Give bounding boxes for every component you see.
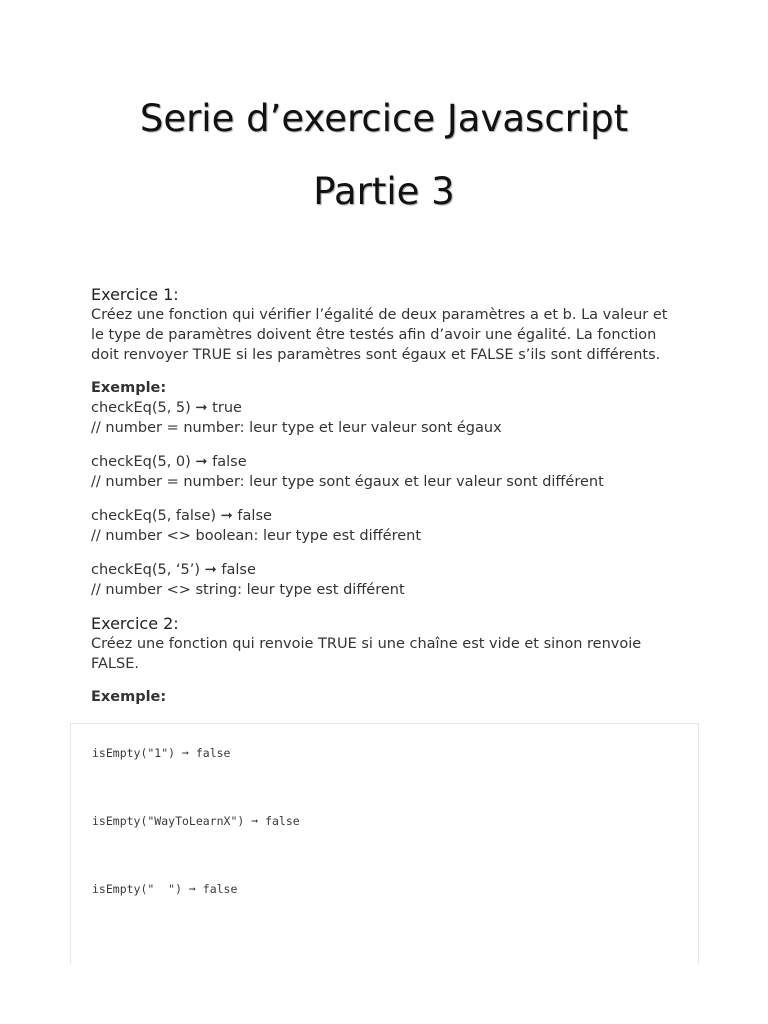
exercise-1-example-label: Exemple: [91, 380, 167, 396]
example-call: checkEq(5, false) ➞ false [91, 508, 272, 524]
exercise-2-heading: Exercice 2: [91, 614, 179, 633]
page-title: Serie d’exercice Javascript [139, 97, 629, 140]
example-call: checkEq(5, ‘5’) ➞ false [91, 562, 256, 578]
example-call: checkEq(5, 0) ➞ false [91, 454, 247, 470]
example-call: checkEq(5, 5) ➞ true [91, 400, 242, 416]
example-comment: // number = number: leur type et leur valeur sont égaux [91, 420, 502, 436]
exercise-2-example-label: Exemple: [91, 689, 167, 705]
exercise-1-heading: Exercice 1: [91, 285, 179, 304]
code-block [70, 723, 699, 964]
code-line: isEmpty("WayToLearnX") ➞ false [92, 814, 300, 828]
example-comment: // number = number: leur type sont égaux et leur valeur sont différent [91, 474, 604, 490]
code-line: isEmpty("1") ➞ false [92, 746, 231, 760]
example-comment: // number <> string: leur type est différent [91, 582, 405, 598]
page-subtitle: Partie 3 [313, 170, 455, 213]
exercise-1-description: Créez une fonction qui vérifier l’égalité de deux paramètres a et b. La valeur et le type de paramètres doivent être testés afin d’avoir une égalité. La fonction doit renvoyer TRUE si les paramètres sont égaux et FALSE s’ils sont différents. [91, 307, 668, 363]
code-line: isEmpty(" ") ➞ false [92, 882, 238, 896]
exercise-2-description: Créez une fonction qui renvoie TRUE si une chaîne est vide et sinon renvoie FALSE. [91, 636, 642, 672]
document-body [91, 285, 681, 707]
example-comment: // number <> boolean: leur type est différent [91, 528, 422, 544]
